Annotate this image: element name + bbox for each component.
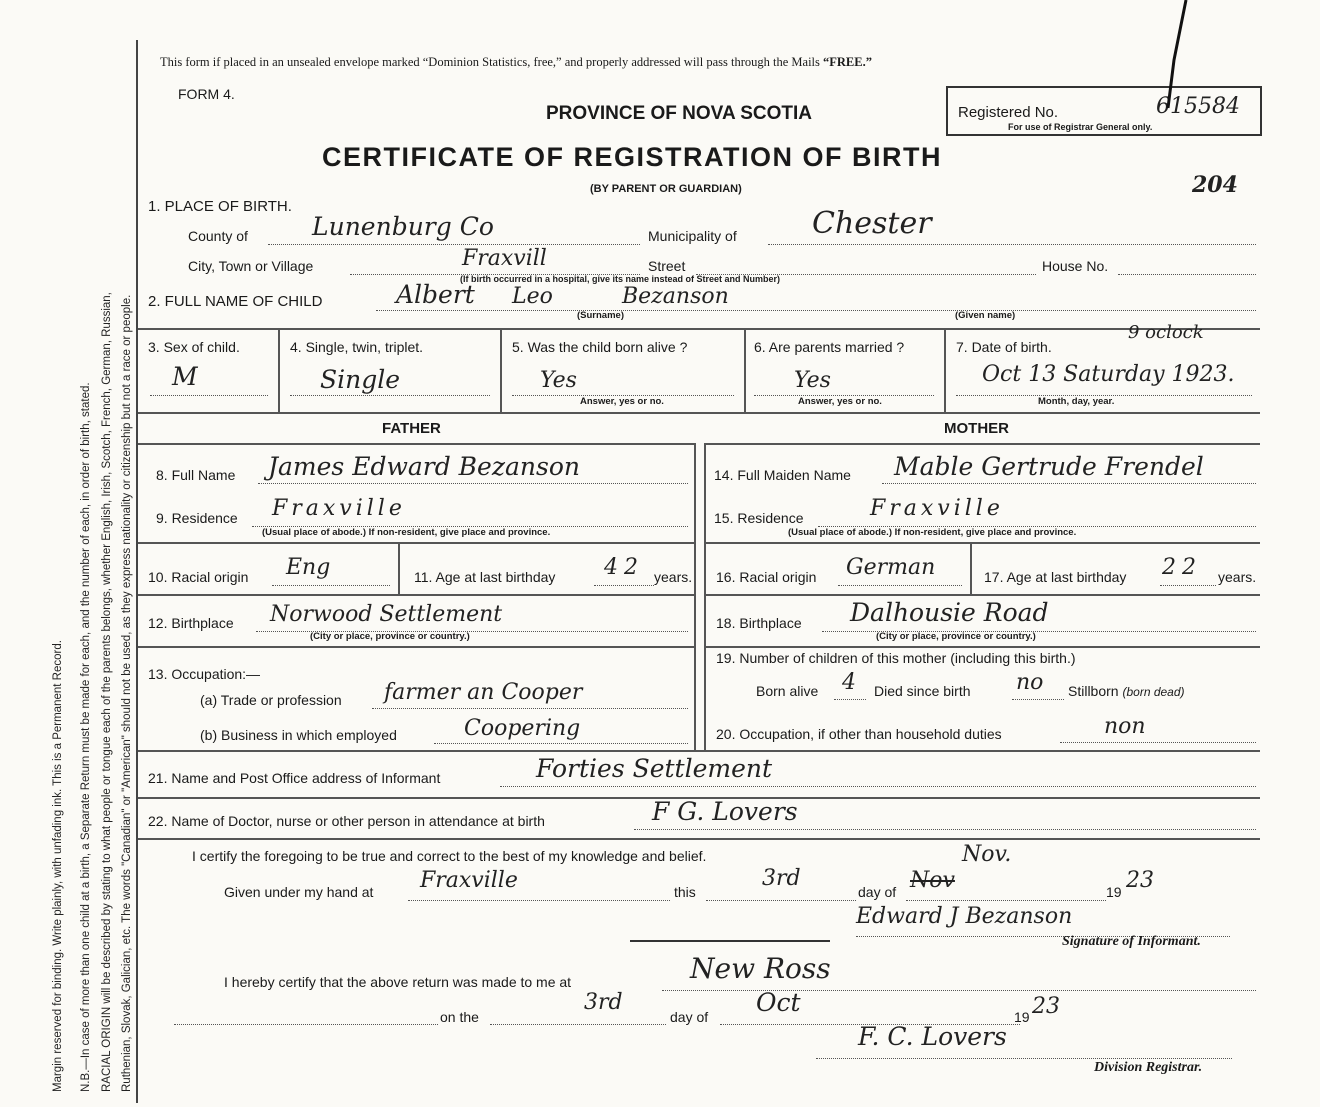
registrar-day-value: 3rd xyxy=(584,990,623,1015)
province-heading: PROVINCE OF NOVA SCOTIA xyxy=(546,103,813,124)
given-month-line xyxy=(906,900,1106,901)
born-alive-value: Yes xyxy=(540,368,577,393)
postal-notice-free: “FREE.” xyxy=(823,55,872,69)
registrar-on-label: on the xyxy=(440,1009,479,1025)
registered-number-value: 615584 xyxy=(1156,94,1240,119)
father-age-label: 11. Age at last birthday xyxy=(414,569,556,585)
mother-race-label: 16. Racial origin xyxy=(716,569,817,585)
rule-row3-top xyxy=(138,328,1260,330)
plurality-value: Single xyxy=(320,365,401,394)
mother-residence-note: (Usual place of abode.) If non-resident, give place and province. xyxy=(788,527,1077,538)
rule-mother-bp-top xyxy=(706,594,1260,596)
father-race-line xyxy=(272,585,390,586)
mother-children-label: 19. Number of children of this mother (including this birth.) xyxy=(716,650,1076,666)
corner-mark: 204 xyxy=(1192,172,1238,198)
binding-margin-line xyxy=(136,40,138,1103)
father-business-label: (b) Business in which employed xyxy=(200,727,397,743)
mother-occupation-label: 20. Occupation, if other than household duties xyxy=(716,726,1002,742)
mother-birthplace-value: Dalhousie Road xyxy=(850,598,1049,627)
rule-informant-top xyxy=(138,750,1260,752)
given-month-struck: Nov xyxy=(910,868,955,893)
rule-col-4 xyxy=(278,328,280,412)
registrar-signature: F. C. Lovers xyxy=(858,1022,1007,1051)
mother-residence-label: 15. Residence xyxy=(714,510,804,526)
date-of-birth-note: Month, day, year. xyxy=(1038,396,1115,407)
rule-mother-children-top xyxy=(706,646,1260,648)
given-place-line xyxy=(408,900,670,901)
father-name-value: James Edward Bezanson xyxy=(268,452,580,481)
municipality-label: Municipality of xyxy=(648,228,737,244)
rule-col-5 xyxy=(500,328,502,412)
mother-age-years: years. xyxy=(1218,569,1257,585)
given-place-value: Fraxville xyxy=(420,868,518,893)
given-under-hand-label: Given under my hand at xyxy=(224,884,374,900)
mother-name-label: 14. Full Maiden Name xyxy=(714,467,851,483)
mother-race-value: German xyxy=(846,555,936,580)
margin-note-binding: Margin reserved for binding. Write plainly, with unfading ink. This is a Permanent Record. xyxy=(52,640,64,1092)
certify-statement: I certify the foregoing to be true and correct to the best of my knowledge and belief. xyxy=(192,848,707,864)
rule-mother-race-top xyxy=(706,542,1260,544)
father-race-label: 10. Racial origin xyxy=(148,569,249,585)
father-residence-note: (Usual place of abode.) If non-resident, give place and province. xyxy=(262,527,551,538)
postal-notice-text: This form if placed in an unsealed envelope marked “Dominion Statistics, free,” and properly addressed will pass through the Mails xyxy=(160,55,824,69)
sex-value: M xyxy=(172,362,198,391)
stillborn-label xyxy=(1068,683,1185,699)
division-registrar-label: Division Registrar. xyxy=(1094,1060,1203,1075)
given-name-note: (Given name) xyxy=(955,310,1016,321)
registered-number-note: For use of Registrar General only. xyxy=(1008,122,1153,132)
child-given-name: Albert xyxy=(396,280,475,309)
registrar-year-value: 23 xyxy=(1032,994,1060,1019)
child-name-label: 2. FULL NAME OF CHILD xyxy=(148,293,323,310)
mother-birthplace-label: 18. Birthplace xyxy=(716,615,802,631)
parents-married-label: 6. Are parents married ? xyxy=(754,339,905,355)
father-name-line xyxy=(258,483,688,484)
registrar-date-line-start xyxy=(174,1024,438,1025)
stillborn-label-text: Stillborn xyxy=(1068,683,1119,699)
died-since-birth-line xyxy=(1012,699,1064,700)
stillborn-note: (born dead) xyxy=(1122,685,1185,699)
pen-stroke-mark xyxy=(1150,0,1190,110)
registered-number-box xyxy=(946,86,1262,136)
given-month-correction: Nov. xyxy=(962,842,1012,867)
doctor-value: F G. Lovers xyxy=(652,797,798,826)
father-trade-value: farmer an Cooper xyxy=(384,680,583,705)
form-number: FORM 4. xyxy=(178,86,235,102)
registrar-year-prefix: 19 xyxy=(1014,1009,1030,1025)
father-heading: FATHER xyxy=(382,420,441,437)
place-of-birth-label: 1. PLACE OF BIRTH. xyxy=(148,198,292,215)
informant-signature-label: Signature of Informant. xyxy=(1062,934,1201,949)
father-age-line xyxy=(594,585,654,586)
mother-occupation-value: non xyxy=(1104,714,1146,739)
certificate-title: CERTIFICATE OF REGISTRATION OF BIRTH xyxy=(322,142,942,172)
mother-name-value: Mable Gertrude Frendel xyxy=(894,452,1204,481)
father-age-value: 42 xyxy=(604,555,644,580)
date-of-birth-value: Oct 13 Saturday 1923. xyxy=(982,362,1235,387)
parents-married-value: Yes xyxy=(794,368,831,393)
registrar-place-line xyxy=(662,990,1256,991)
mother-race-line xyxy=(838,585,962,586)
house-number-label: House No. xyxy=(1042,258,1109,274)
father-birthplace-value: Norwood Settlement xyxy=(270,602,503,627)
registered-number-label: Registered No. xyxy=(958,104,1059,121)
given-day-of-label: day of xyxy=(858,884,897,900)
surname-note: (Surname) xyxy=(577,310,624,321)
rule-father-occ-top xyxy=(138,646,696,648)
doctor-label: 22. Name of Doctor, nurse or other person in attendance at birth xyxy=(148,813,545,829)
born-alive-count-line xyxy=(834,699,866,700)
mother-residence-value: Fraxville xyxy=(870,496,1004,521)
born-alive-label: 5. Was the child born alive ? xyxy=(512,339,688,355)
father-residence-value: Fraxville xyxy=(272,496,406,521)
born-alive-note: Answer, yes or no. xyxy=(580,396,664,407)
rule-col-7 xyxy=(944,328,946,412)
informant-line xyxy=(500,786,1256,787)
rule-mother-race-divider xyxy=(970,542,972,594)
father-race-value: Eng xyxy=(286,555,331,580)
mother-birthplace-note: (City or place, province or country.) xyxy=(876,631,1036,642)
given-this-label: this xyxy=(674,884,696,900)
mother-name-line xyxy=(882,483,1256,484)
margin-note-multiple-births: N.B.—In case of more than one child at a birth, a Separate Return must be made for each, and the number of each, in order of birth, stated. xyxy=(80,382,92,1092)
city-label: City, Town or Village xyxy=(188,258,314,274)
father-residence-label: 9. Residence xyxy=(156,510,238,526)
municipality-value: Chester xyxy=(812,206,932,241)
mother-age-value: 22 xyxy=(1162,555,1202,580)
died-since-birth-label: Died since birth xyxy=(874,683,971,699)
father-business-line xyxy=(434,743,688,744)
county-label: County of xyxy=(188,228,248,244)
informant-signature: Edward J Bezanson xyxy=(856,904,1073,929)
rule-col-6 xyxy=(744,328,746,412)
child-name-line xyxy=(376,310,1256,311)
rule-row3-bottom xyxy=(138,412,1260,414)
doctor-line xyxy=(634,829,1256,830)
postal-notice xyxy=(160,55,872,70)
born-alive-count-value: 4 xyxy=(842,670,856,695)
house-number-line xyxy=(1118,274,1256,275)
mother-age-label: 17. Age at last birthday xyxy=(984,569,1127,585)
sex-label: 3. Sex of child. xyxy=(148,339,240,355)
street-label: Street xyxy=(648,258,686,274)
given-day-value: 3rd xyxy=(762,866,801,891)
father-trade-line xyxy=(372,708,688,709)
rule-parents-divider-b xyxy=(704,443,706,750)
time-of-birth-value: 9 oclock xyxy=(1128,322,1204,343)
mother-heading: MOTHER xyxy=(944,420,1009,437)
mother-occupation-line xyxy=(1060,742,1256,743)
died-since-birth-value: no xyxy=(1016,670,1044,695)
certificate-subtitle: (BY PARENT OR GUARDIAN) xyxy=(590,183,742,195)
born-alive-count-label: Born alive xyxy=(756,683,819,699)
municipality-line xyxy=(768,244,1256,245)
registrar-day-of-label: day of xyxy=(670,1009,709,1025)
registrar-month-value: Oct xyxy=(756,988,801,1017)
rule-parents-top-right xyxy=(706,443,1260,445)
rule-parents-top xyxy=(138,443,696,445)
given-year-prefix: 19 xyxy=(1106,884,1122,900)
signature-flourish xyxy=(630,940,830,942)
father-age-years: years. xyxy=(654,569,693,585)
father-birthplace-label: 12. Birthplace xyxy=(148,615,234,631)
father-business-value: Coopering xyxy=(464,716,581,741)
registrar-place-value: New Ross xyxy=(690,952,831,985)
father-occupation-label: 13. Occupation:— xyxy=(148,666,261,682)
given-day-line xyxy=(706,900,856,901)
county-value: Lunenburg Co xyxy=(312,212,494,241)
plurality-line xyxy=(290,395,490,396)
rule-parents-divider-a xyxy=(694,443,696,750)
father-trade-label: (a) Trade or profession xyxy=(200,692,342,708)
margin-note-racial-origin-cont: Ruthenian, Slovak, Galician, etc. The words "Canadian" or "American" should not be used, as they express nationality or citizenship but not a race or people. xyxy=(121,294,133,1092)
father-birthplace-note: (City or place, province or country.) xyxy=(310,631,470,642)
registrar-statement: I hereby certify that the above return was made to me at xyxy=(224,974,572,990)
child-surname: Bezanson xyxy=(622,284,729,309)
plurality-label: 4. Single, twin, triplet. xyxy=(290,339,424,355)
rule-certify-top xyxy=(138,838,1260,840)
father-name-label: 8. Full Name xyxy=(156,467,236,483)
parents-married-note: Answer, yes or no. xyxy=(798,396,882,407)
given-year-value: 23 xyxy=(1126,868,1154,893)
child-middle-name: Leo xyxy=(512,284,553,309)
county-line xyxy=(268,244,640,245)
margin-notes xyxy=(0,0,136,1107)
sex-line xyxy=(150,395,268,396)
rule-father-race-divider xyxy=(398,542,400,594)
city-value: Fraxvill xyxy=(462,246,547,271)
registrar-signature-line xyxy=(816,1058,1232,1059)
rule-father-bp-top xyxy=(138,594,696,596)
rule-father-race-top xyxy=(138,542,696,544)
hospital-note: (If birth occurred in a hospital, give its name instead of Street and Number) xyxy=(460,274,781,284)
date-of-birth-label: 7. Date of birth. xyxy=(956,339,1052,355)
informant-label: 21. Name and Post Office address of Informant xyxy=(148,770,441,786)
margin-note-racial-origin: RACIAL ORIGIN will be described by stating to what people or tongue each of the parents belongs, whether English, Irish, Scotch, French, German, Russian, xyxy=(101,292,113,1092)
informant-value: Forties Settlement xyxy=(536,754,773,783)
mother-age-line xyxy=(1160,585,1216,586)
registrar-day-line xyxy=(490,1024,666,1025)
